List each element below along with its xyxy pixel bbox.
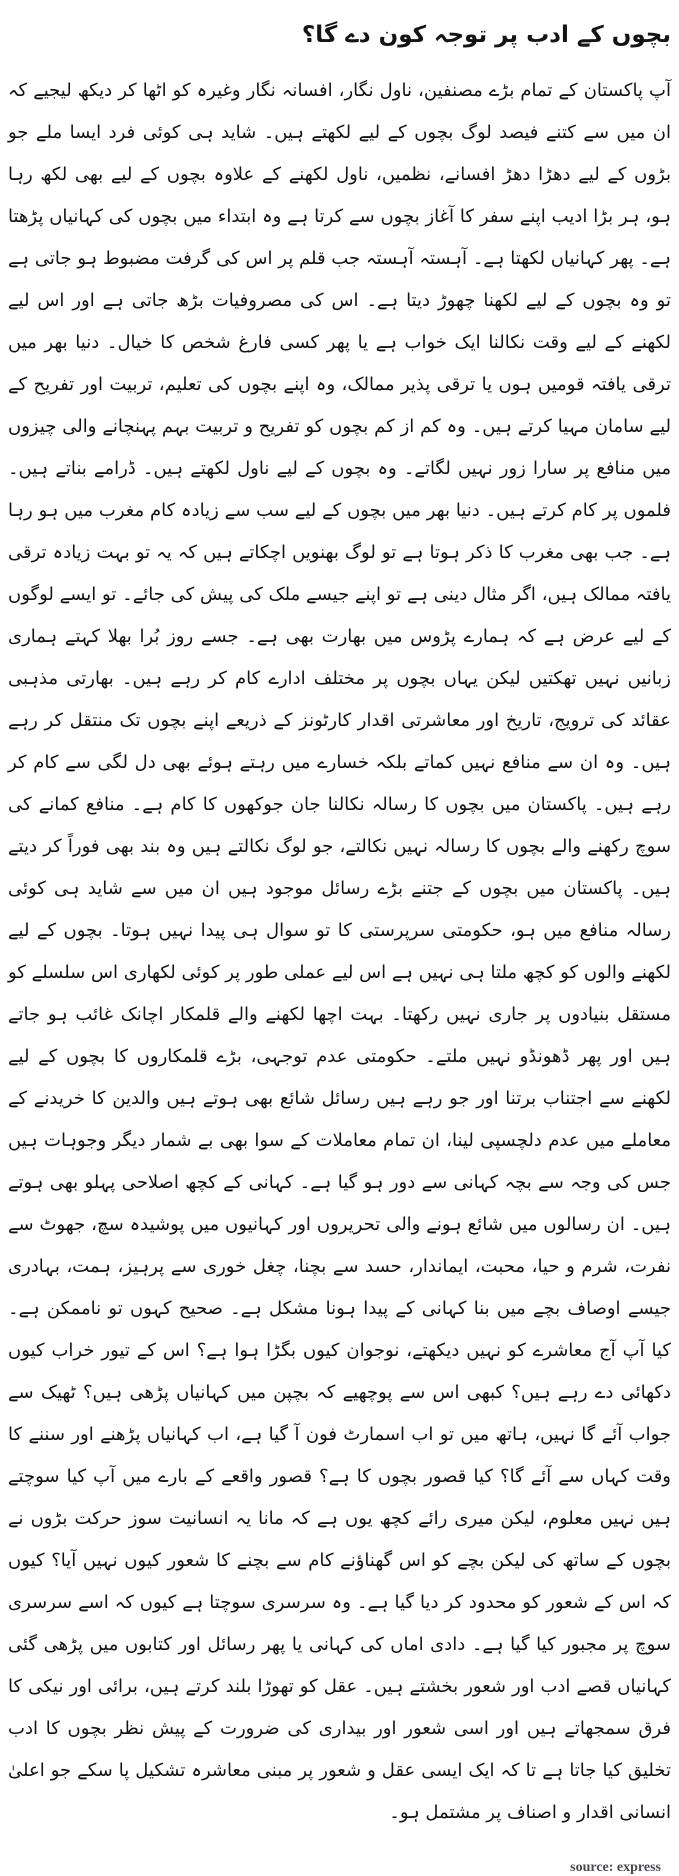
article-title: بچوں کے ادب پر توجہ کون دے گا؟ bbox=[301, 22, 671, 48]
article-paragraph: دنیا بھر میں ترقی یافتہ قومیں ہوں یا ترقی پذیر ممالک، وہ اپنے بچوں کی تعلیم، تربیت اور تفریح کے لیے سامان مہیا کرتے ہیں۔ وہ کم از کم بچوں کو تفریح و تربیت بہم پہنچانے والی چیزوں میں منافع پر سارا زور نہیں لگاتے۔ وہ بچوں کے لیے ناول لکھتے ہیں۔ ڈرامے بناتے ہیں۔ فلموں پر کام کرتے ہیں۔ دنیا بھر میں بچوں کے لیے سب سے زیادہ کام مغرب میں ہو رہا ہے۔ bbox=[8, 332, 671, 563]
article-paragraph: جب بھی مغرب کا ذکر ہوتا ہے تو لوگ بھنویں اچکاتے ہیں کہ یہ تو بہت زیادہ ترقی یافتہ ممالک ہیں، اگر مثال دینی ہے تو اپنے جیسے ملک کی پیش کی جائے۔ تو ایسے لوگوں کے لیے عرض ہے کہ ہمارے پڑوس میں بھارت بھی ہے۔ جسے روز بُرا بھلا کہتے ہماری زبانیں نہیں تھکتیں لیکن یہاں بچوں پر مختلف ادارے کام کر رہے ہیں۔ بھارتی مذہبی عقائد کی ترویج، تاریخ اور معاشرتی اقدار کارٹونز کے ذریعے اپنے بچوں تک منتقل کر رہے ہیں۔ وہ ان سے منافع نہیں کماتے بلکہ خسارے میں رہتے ہوئے بھی دل لگی سے کام کر رہے ہیں۔ bbox=[8, 542, 671, 815]
article-paragraph: پاکستان میں بچوں کا رسالہ نکالنا جان جوکھوں کا کام ہے۔ منافع کمانے کی سوچ رکھنے والے بچوں کا رسالہ نہیں نکالتے، جو لوگ نکالتے ہیں وہ بند بھی فوراً کر دیتے ہیں۔ پاکستان میں بچوں کے جتنے بڑے رسائل موجود ہیں ان میں سے شاید ہی کوئی رسالہ منافع میں ہو، حکومتی سرپرستی کا تو سوال ہی پیدا نہیں ہوتا۔ بچوں کے لیے لکھنے والوں کو کچھ ملتا ہی نہیں ہے اس لیے عملی طور پر کوئی لکھاری اس سلسلے کو مستقل بنیادوں پر جاری نہیں رکھتا۔ بہت اچھا لکھنے والے قلمکار اچانک غائب ہو جاتے ہیں اور پھر ڈھونڈو نہیں ملتے۔ حکومتی عدم توجہی، بڑے قلمکاروں کا بچوں کے لیے لکھنے سے اجتناب برتنا اور جو رہے ہیں رسائل شائع بھی ہوتے ہیں والدین کا خریدنے کے معاملے میں عدم دلچسپی لینا، ان تمام معاملات کے سوا بھی بے شمار دیگر وجوہات ہیں جس کی وجہ سے بچہ کہانی سے دور ہو گیا ہے۔ bbox=[8, 794, 671, 1193]
article-body bbox=[8, 70, 671, 1834]
article-paragraph: کہانی کے کچھ اصلاحی پہلو بھی ہوتے ہیں۔ ان رسالوں میں شائع ہونے والی تحریروں اور کہانیوں میں پوشیدہ سچ، جھوٹ سے نفرت، شرم و حیا، محبت، ایماندار، حسد سے بچنا، چغل خوری سے پرہیز، ہمت، بہادری جیسے اوصاف بچے میں بنا کہانی کے پیدا ہونا مشکل ہے۔ صحیح کہوں تو ناممکن ہے۔ کیا آپ آج معاشرے کو نہیں دیکھتے، نوجوان کیوں بگڑا ہوا ہے؟ اس کے تیور خراب کیوں دکھائی دے رہے ہیں؟ کبھی اس سے پوچھیے کہ بچپن میں کہانیاں پڑھی ہیں؟ ٹھیک سے جواب آئے گا نہیں، ہاتھ میں تو اب اسمارٹ فون آ گیا ہے، اب کہانیاں پڑھنے اور سننے کا وقت کہاں سے آئے گا؟ کیا قصور بچوں کا ہے؟ bbox=[8, 1172, 671, 1487]
source-credit: source: express bbox=[570, 1860, 661, 1875]
article-paragraph: آپ پاکستان کے تمام بڑے مصنفین، ناول نگار، افسانہ نگار وغیرہ کو اٹھا کر دیکھ لیجیے کہ ان میں سے کتنے فیصد لوگ بچوں کے لیے لکھتے ہیں۔ شاید ہی کوئی فرد ایسا ملے جو بڑوں کے لیے دھڑا دھڑ افسانے، نظمیں، ناول لکھنے کے علاوہ بچوں کے لیے بھی لکھ رہا ہو، ہر بڑا ادیب اپنے سفر کا آغاز بچوں سے کرتا ہے وہ ابتداء میں بچوں کی کہانیاں پڑھتا ہے۔ پھر کہانیاں لکھتا ہے۔ آہستہ آہستہ جب قلم پر اس کی گرفت مضبوط ہو جاتی ہے تو وہ بچوں کے لیے لکھنا چھوڑ دیتا ہے۔ اس کی مصروفیات بڑھ جاتی ہے اور اس لیے لکھنے کے لیے وقت نکالنا ایک خواب ہے یا پھر کسی فارغ شخص کا خیال۔ bbox=[8, 80, 671, 353]
article-paragraph: قصور واقعے کے بارے میں آپ کیا سوچتے ہیں نہیں معلوم، لیکن میری رائے کچھ یوں ہے کہ مانا یہ انسانیت سوز حرکت بڑوں نے بچوں کے ساتھ کی لیکن بچے کو اس گھناؤنے کام سے بچنے کا شعور کیوں نہیں آیا؟ کیوں کہ اس کے شعور کو محدود کر دیا گیا ہے۔ وہ سرسری سوچتا ہے کیوں کہ اسے سرسری سوچ پر مجبور کیا گیا ہے۔ دادی اماں کی کہانی یا پھر رسائل اور کتابوں میں پڑھی گئی کہانیاں قصے ادب اور شعور بخشتے ہیں۔ عقل کو تھوڑا بلند کرتے ہیں، برائی اور نیکی کا فرق سمجھاتے ہیں اور اسی شعور اور بیداری کی ضرورت کے پیش نظر بچوں کا ادب تخلیق کیا جاتا ہے تا کہ ایک ایسی عقل و شعور پر مبنی معاشرہ تشکیل پا سکے جو اعلیٰ انسانی اقدار و اصناف پر مشتمل ہو۔ bbox=[8, 1466, 671, 1823]
